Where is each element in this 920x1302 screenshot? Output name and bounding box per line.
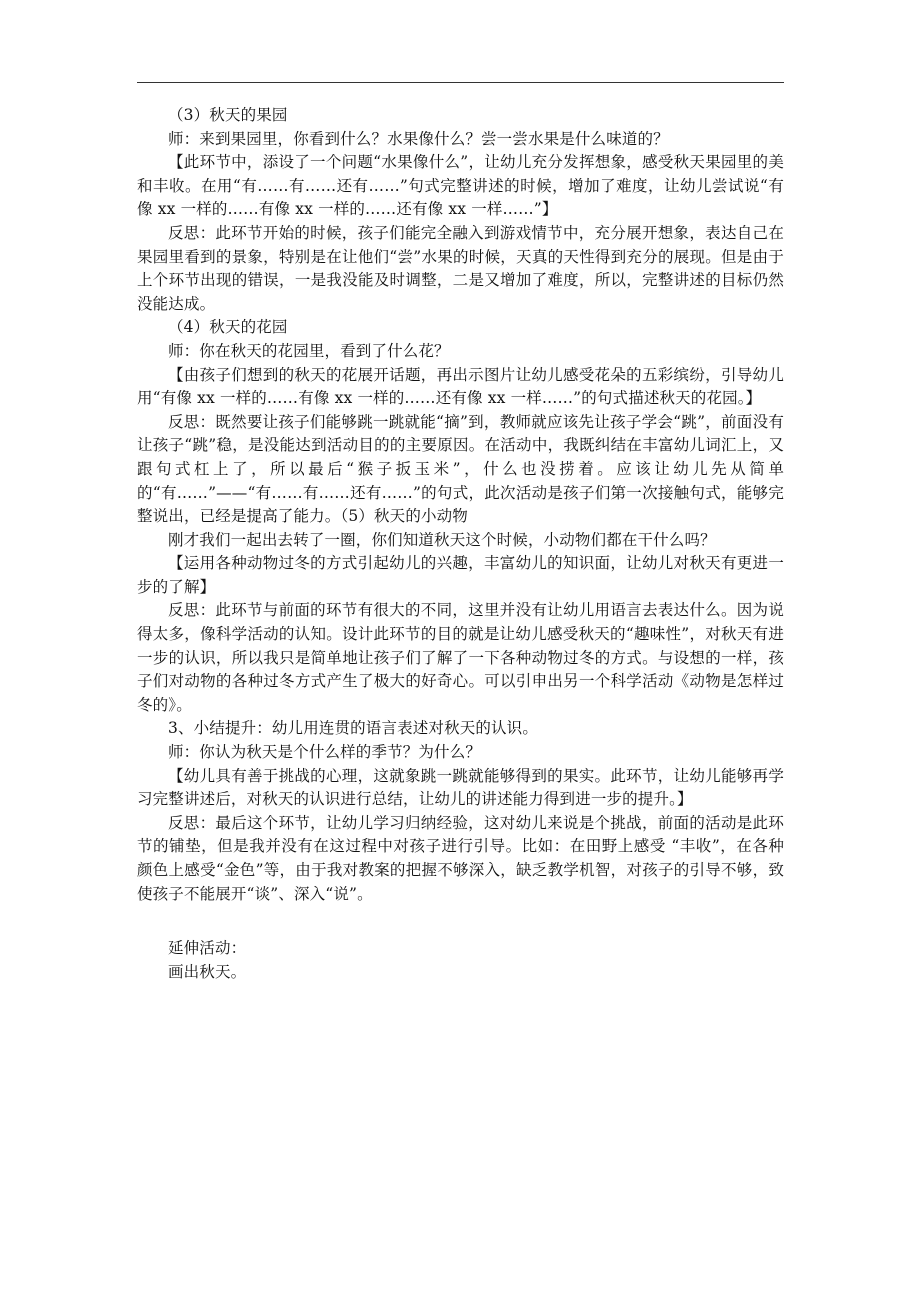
reflection-summary: 反思：最后这个环节，让幼儿学习归纳经验，这对幼儿来说是个挑战，前面的活动是此环节的铺垫，但是我并没有在这过程中对孩子进行引导。比如：在田野上感受 “丰收”，在各种颜色上感受“金色”等，由于我对教案的把握不够深入，缺乏教学机智，对孩子的引导不够，致使孩子不能展开“谈”、深入“说”。: [137, 813, 784, 903]
note-animals: 【运用各种动物过冬的方式引起幼儿的兴趣，丰富幼儿的知识面，让幼儿对秋天有更进一步的了解】: [137, 554, 784, 596]
reflection-animals: 反思：此环节与前面的环节有很大的不同，这里并没有让幼儿用语言去表达什么。因为说得太多，像科学活动的认知。设计此环节的目的就是让幼儿感受秋天的“趣味性”，对秋天有进一步的认识，所以我只是简单地让孩子们了解了一下各种动物过冬的方式。与设想的一样，孩子们对动物的各种过冬方式产生了极大的好奇心。可以引申出另一个科学活动《动物是怎样过冬的》。: [137, 601, 784, 714]
teacher-question-garden: 师：你在秋天的花园里，看到了什么花？: [168, 341, 450, 360]
reflection-orchard: 反思：此环节开始的时候，孩子们能完全融入到游戏情节中，充分展开想象，表达自己在果园里看到的景象，特别是在让他们“尝”水果的时候，天真的天性得到充分的展现。但是由于上个环节出现的错误，一是我没能及时调整，二是又增加了难度，所以，完整讲述的目标仍然没能达成。: [137, 223, 784, 313]
teacher-question-animals: 刚才我们一起出去转了一圈，你们知道秋天这个时候，小动物们都在干什么吗？: [168, 530, 716, 549]
extension-heading: 延伸活动：: [168, 939, 247, 958]
spacer: [137, 906, 784, 937]
section-heading-orchard: （3）秋天的果园: [168, 106, 288, 124]
note-garden: 【由孩子们想到的秋天的花展开话题，再出示图片让幼儿感受花朵的五彩缤纷，引导幼儿用“有像 xx 一样的……有像 xx 一样的……还有像 xx 一样……”的句式描述秋天的花园。】: [137, 365, 784, 408]
section-heading-summary: 3、小结提升：幼儿用连贯的语言表述对秋天的认识。: [168, 719, 538, 738]
teacher-question-summary: 师：你认为秋天是个什么样的季节？为什么？: [168, 743, 482, 762]
extension-content: 画出秋天。: [168, 962, 247, 981]
note-summary: 【幼儿具有善于挑战的心理，这就象跳一跳就能够得到的果实。此环节，让幼儿能够再学习完整讲述后，对秋天的认识进行总结，让幼儿的讲述能力得到进一步的提升。】: [137, 766, 784, 809]
document-body: [137, 104, 784, 984]
note-orchard: 【此环节中，添设了一个问题“水果像什么”，让幼儿充分发挥想象，感受秋天果园里的美和丰收。在用“有……有……还有……”句式完整讲述的时候，增加了难度，让幼儿尝试说“有像 xx 一样的……有像 xx 一样的……还有像 xx 一样……”】: [137, 153, 784, 219]
reflection-garden: 反思：既然要让孩子们能够跳一跳就能“摘”到，教师就应该先让孩子学会“跳”，前面没有让孩子“跳”稳，是没能达到活动目的的主要原因。在活动中，我既纠结在丰富幼儿词汇上，又跟句式杠上了，所以最后“猴子扳玉米”，什么也没捞着。应该让幼儿先从简单的“有……”——“有……有……还有……”的句式，此次活动是孩子们第一次接触句式，能够完整说出，已经是提高了能力。（5）秋天的小动物: [137, 412, 784, 526]
section-heading-garden: （4）秋天的花园: [168, 318, 288, 337]
teacher-question-orchard: 师：来到果园里，你看到什么？水果像什么？尝一尝水果是什么味道的？: [168, 129, 669, 148]
header-rule: [137, 82, 784, 83]
